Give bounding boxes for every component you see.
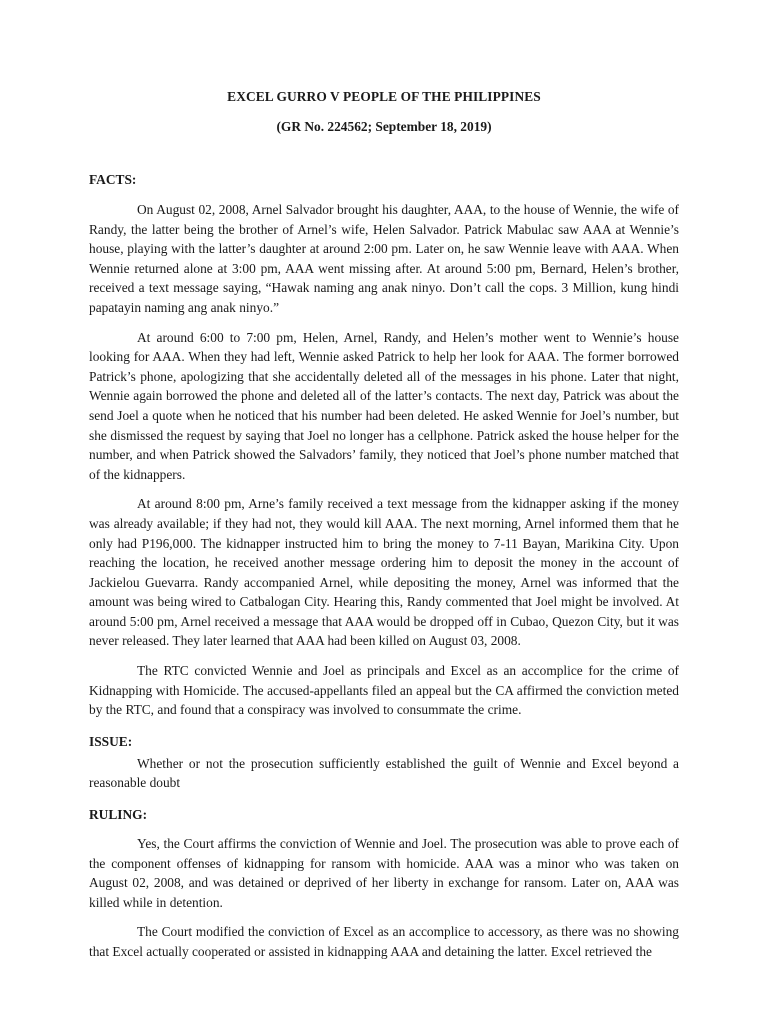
ruling-heading: RULING: — [89, 807, 148, 823]
case-title: EXCEL GURRO V PEOPLE OF THE PHILIPPINES — [227, 89, 541, 104]
facts-paragraph: At around 6:00 to 7:00 pm, Helen, Arnel, Randy, and Helen’s mother went to Wennie’s house looking for AAA. When they had left, Wennie asked Patrick to help her look for AAA. The former borrowed Patrick’s phone, apologizing that she accidentally deleted all of the messages in his phone. Later that night, Wennie again borrowed the phone and deleted all of the latter’s contacts. The next day, Patrick was about the send Joel a quote when he noticed that his number had been deleted. He asked Wennie for Joel’s number, but she dismissed the request by saying that Joel no longer has a cellphone. Patrick asked the house helper for the number, and when Patrick showed the Salvadors’ family, they noticed that Joel’s phone number matched that of the kidnappers. — [89, 329, 679, 482]
issue-section — [89, 754, 679, 793]
ruling-paragraph: The Court modified the conviction of Excel as an accomplice to accessory, as there was no showing that Excel actually cooperated or assisted in kidnapping AAA and detaining the latter. Excel retrieved the — [89, 924, 679, 959]
facts-heading: FACTS: — [89, 172, 137, 187]
facts-paragraph: On August 02, 2008, Arnel Salvador brought his daughter, AAA, to the house of Wennie, the wife of Randy, the latter being the brother of Arnel’s wife, Helen Salvador. Patrick Mabulac saw AAA at Wennie’s house, playing with the latter’s daughter at around 2:00 pm. Later on, he saw Wennie leave with AAA. When Wennie returned alone at 3:00 pm, AAA went missing after. At around 5:00 pm, Bernard, Helen’s brother, received a text message saying, “Hawak naming ang anak ninyo. Don’t call the cops. 3 Million, kung hindi papatayin naming ang anak ninyo.” — [89, 202, 679, 315]
facts-paragraph: The RTC convicted Wennie and Joel as principals and Excel as an accomplice for the crime of Kidnapping with Homicide. The accused-appellants filed an appeal but the CA affirmed the conviction meted by the RTC, and found that a conspiracy was involved to consummate the crime. — [89, 663, 679, 718]
ruling-section — [89, 834, 679, 962]
facts-section — [89, 200, 679, 720]
document-page — [89, 88, 679, 962]
issue-paragraph: Whether or not the prosecution sufficiently established the guilt of Wennie and Excel beyond a reasonable doubt — [89, 755, 679, 791]
facts-paragraph: At around 8:00 pm, Arne’s family received a text message from the kidnapper asking if the money was already available; if they had not, they would kill AAA. The next morning, Arnel informed them that he only had P196,000. The kidnapper instructed him to bring the money to 7-11 Bayan, Marikina City. Upon reaching the location, he received another message ordering him to deposit the money in the account of Jackielou Guevarra. Randy accompanied Arnel, while depositing the money, Arnel was informed that the amount was being wired to Catbalogan City. Hearing this, Randy commented that Joel might be involved. At around 5:00 pm, Arnel received a message that AAA would be dropped off in Cubao, Quezon City, but it was never released. They later learned that AAA had been killed on August 03, 2008. — [89, 496, 679, 649]
ruling-paragraph: Yes, the Court affirms the conviction of Wennie and Joel. The prosecution was able to prove each of the component offenses of kidnapping for ransom with homicide. AAA was a minor who was taken on August 02, 2008, and was detained or deprived of her liberty in exchange for ransom. Later on, AAA was killed while in detention. — [89, 836, 679, 910]
case-citation: (GR No. 224562; September 18, 2019) — [276, 119, 492, 134]
issue-heading: ISSUE: — [89, 733, 133, 749]
